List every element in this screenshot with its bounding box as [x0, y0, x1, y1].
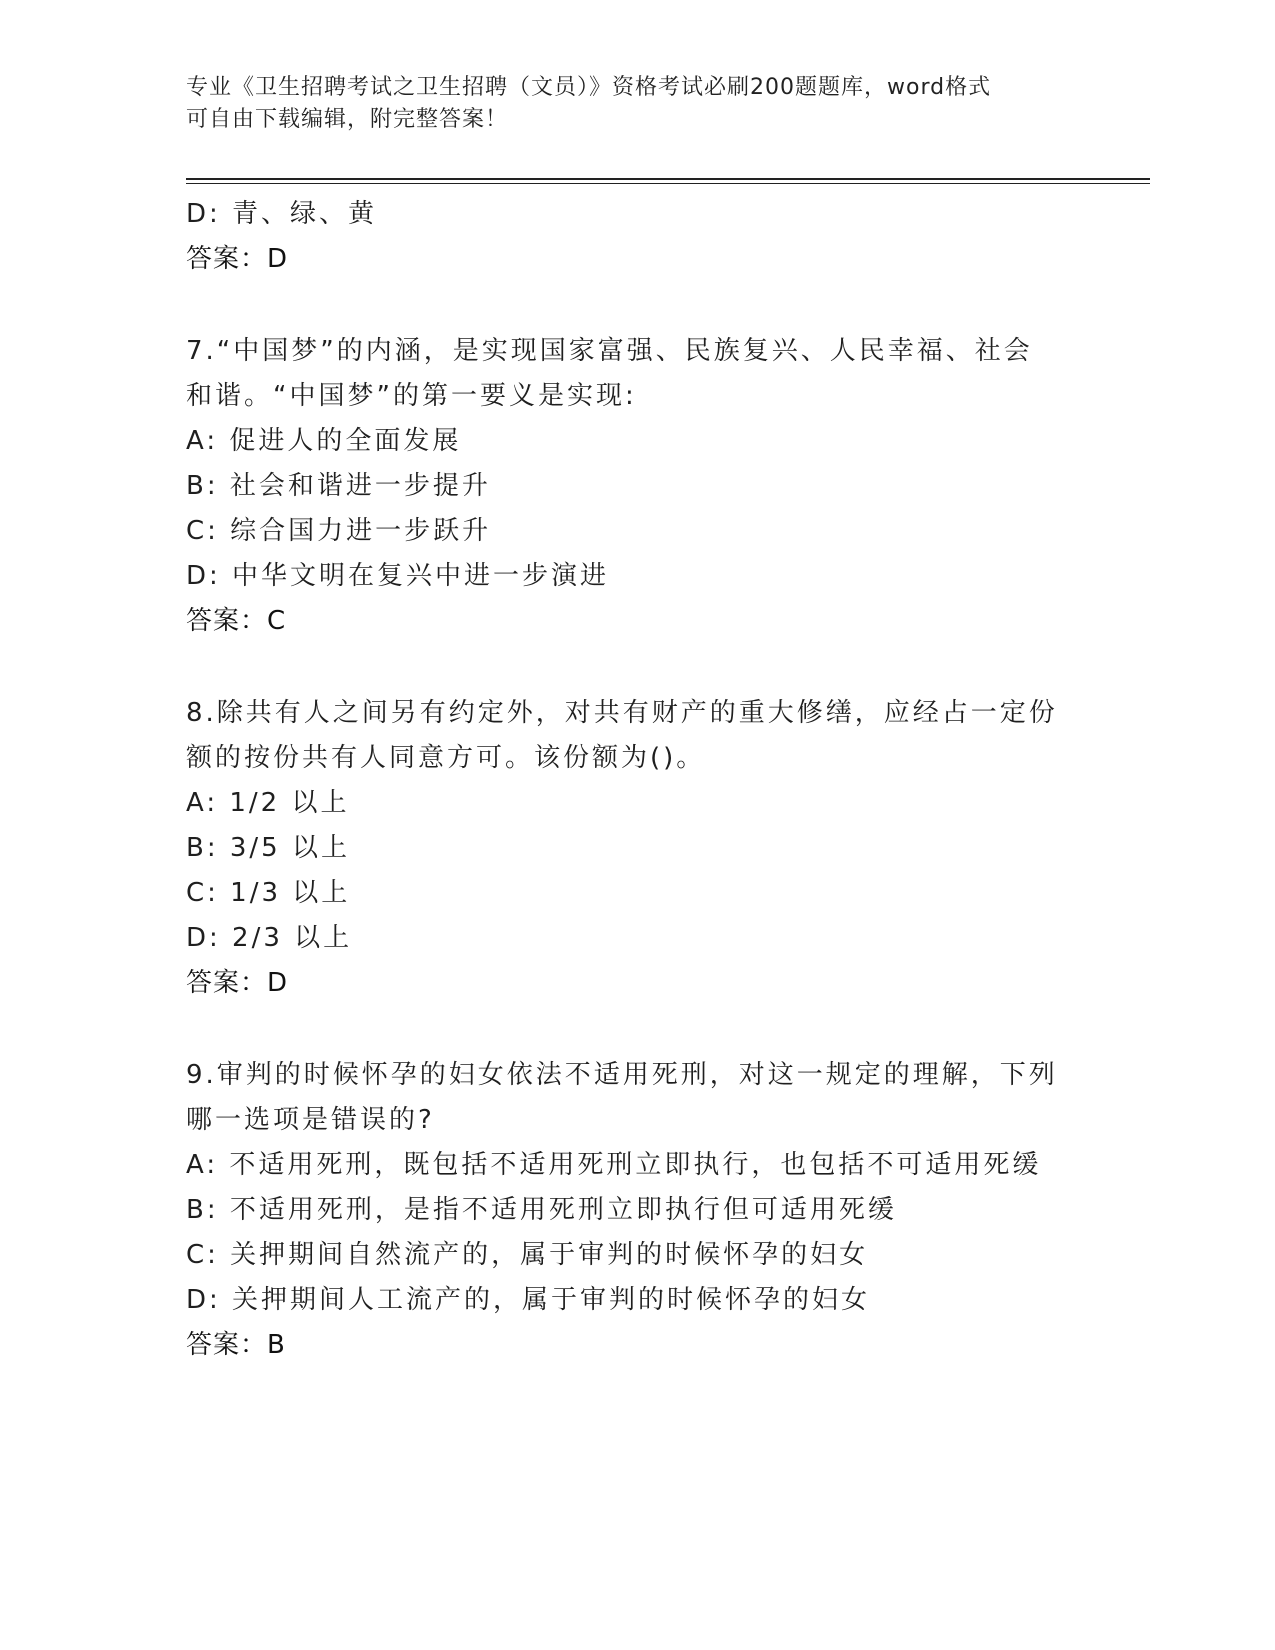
option-b: B: 3/5 以上 — [186, 833, 350, 863]
answer-line: 答案：C — [186, 606, 287, 636]
question-stem-line-1: 7.“中国梦”的内涵，是实现国家富强、民族复兴、人民幸福、社会 — [186, 336, 1033, 366]
question-stem-line-2: 哪一选项是错误的? — [186, 1105, 435, 1135]
question-stem-line-2: 额的按份共有人同意方可。该份额为()。 — [186, 743, 706, 773]
answer-line: 答案：B — [186, 1330, 286, 1360]
option-c: C: 1/3 以上 — [186, 878, 351, 908]
document-body — [186, 192, 1086, 1368]
option-d: D: 关押期间人工流产的，属于审判的时候怀孕的妇女 — [186, 1285, 871, 1315]
spacer — [186, 282, 1086, 329]
option-b: B: 社会和谐进一步提升 — [186, 471, 491, 501]
question-stem-line-2: 和谐。“中国梦”的第一要义是实现: — [186, 381, 637, 411]
option-d: D: 青、绿、黄 — [186, 199, 378, 229]
option-c: C: 综合国力进一步跃升 — [186, 516, 492, 546]
question-7 — [186, 329, 1086, 644]
option-a: A: 促进人的全面发展 — [186, 426, 462, 456]
option-d: D: 中华文明在复兴中进一步演进 — [186, 561, 610, 591]
header-title-line-2: 可自由下载编辑，附完整答案！ — [186, 107, 509, 132]
document-header — [186, 72, 1066, 136]
option-b: B: 不适用死刑，是指不适用死刑立即执行但可适用死缓 — [186, 1195, 897, 1225]
option-a: A: 不适用死刑，既包括不适用死刑立即执行，也包括不可适用死缓 — [186, 1150, 1042, 1180]
question-stem-line-1: 8.除共有人之间另有约定外，对共有财产的重大修缮，应经占一定份 — [186, 698, 1058, 728]
spacer — [186, 644, 1086, 691]
header-divider-thin — [186, 183, 1150, 184]
question-8 — [186, 691, 1086, 1006]
question-stem-line-1: 9.审判的时候怀孕的妇女依法不适用死刑，对这一规定的理解，下列 — [186, 1060, 1058, 1090]
header-divider-thick — [186, 178, 1150, 180]
option-c: C: 关押期间自然流产的，属于审判的时候怀孕的妇女 — [186, 1240, 869, 1270]
question-9 — [186, 1053, 1086, 1368]
option-a: A: 1/2 以上 — [186, 788, 350, 818]
header-title-line-1: 专业《卫生招聘考试之卫生招聘（文员）》资格考试必刷200题题库，word格式 — [186, 75, 992, 100]
answer-line: 答案：D — [186, 244, 289, 274]
spacer — [186, 1006, 1086, 1053]
question-6-tail — [186, 192, 1086, 282]
option-d: D: 2/3 以上 — [186, 923, 353, 953]
answer-line: 答案：D — [186, 968, 289, 998]
